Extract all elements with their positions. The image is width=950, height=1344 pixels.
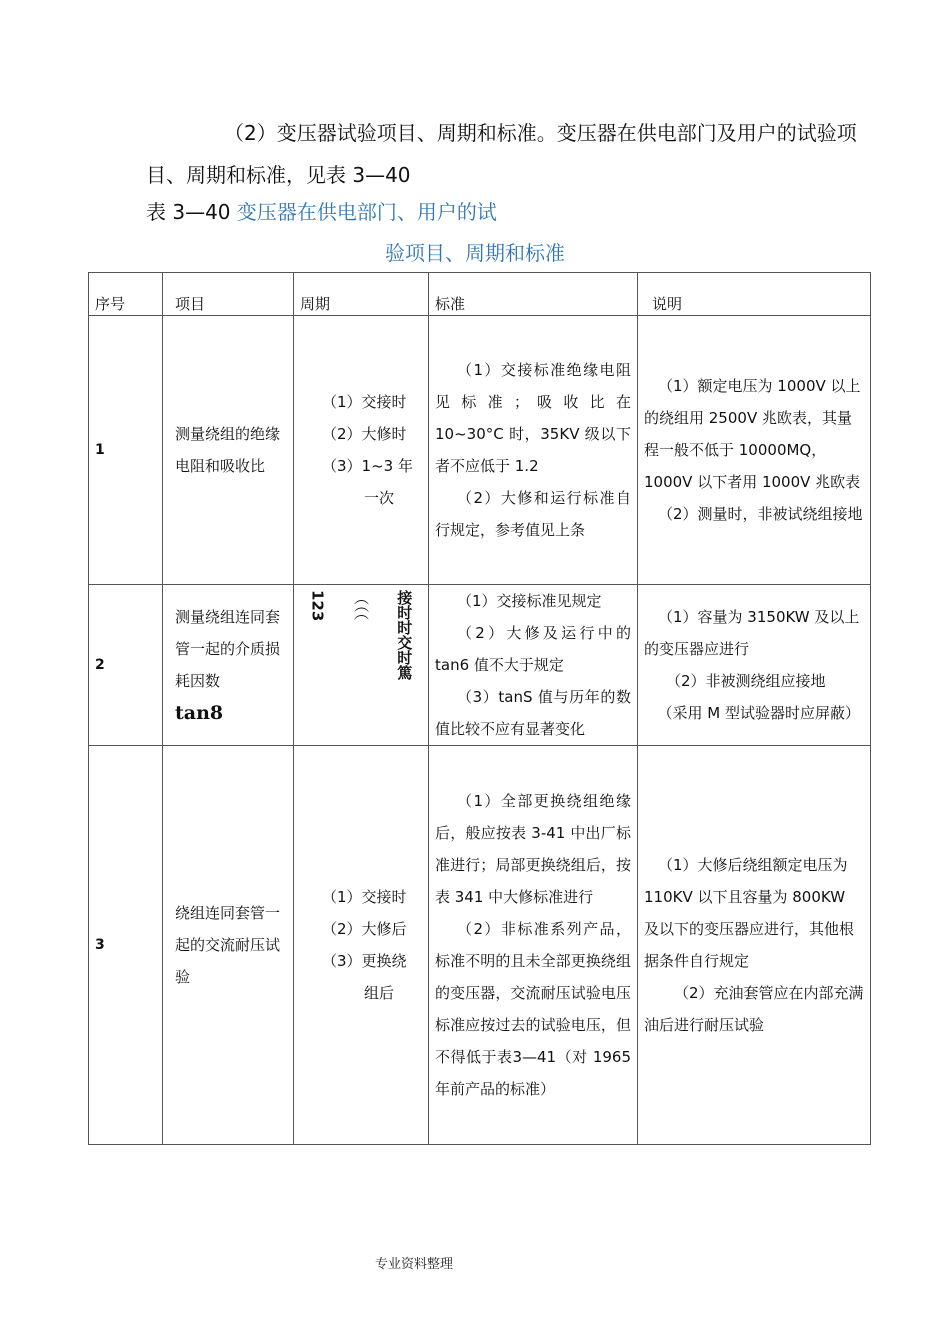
header-period: 周期 [294, 273, 429, 316]
table-row [89, 746, 871, 1145]
note-paragraph: （2）非被测绕组应接地 [666, 672, 826, 690]
period-line: 组后 [364, 984, 395, 1002]
header-note: 说明 [638, 273, 871, 316]
table-row [89, 316, 871, 585]
row-item: 测量绕组的绝缘电阻和吸收比 [163, 316, 294, 585]
standards-table [88, 272, 871, 1145]
row-period [294, 585, 429, 746]
row-note [638, 316, 871, 585]
row-standard [429, 746, 638, 1145]
period-vertical-brackets: （（（ [351, 590, 370, 620]
table-header-row [89, 273, 871, 316]
standard-paragraph: （1）交接标准见规定 [457, 592, 602, 610]
period-line: （1）交接时 [322, 393, 407, 411]
header-item: 项目 [163, 273, 294, 316]
row-item: 绕组连同套管一起的交流耐压试验 [163, 746, 294, 1145]
standard-paragraph: （2）大修及运行中的 tan6 值不大于规定 [435, 624, 631, 674]
row-note [638, 585, 871, 746]
period-line: （2）大修后 [322, 920, 407, 938]
page-footer: 专业资料整理 [375, 1257, 454, 1272]
period-line: （3）1~3 年 [322, 457, 413, 475]
note-paragraph: （1）额定电压为 1000V 以上的绕组用 2500V 兆欧表，其量程一般不低于 10000MQ，1000V 以下者用 1000V 兆欧表 [644, 377, 861, 491]
standard-paragraph: （1）全部更换绕组绝缘后，般应按表 3-41 中出厂标准进行；局部更换绕组后，按表 341 中大修标准进行 [435, 792, 631, 906]
item-text: 测量绕组连同套管一起的介质损耗因数 [175, 608, 281, 690]
period-line: （2）大修时 [322, 425, 407, 443]
standard-paragraph: （2）非标准系列产品，标准不明的且未全部更换绕组的变压器，交流耐压试验电压标准应按过去的试验电压，但不得低于表3—41（对 1965 年前产品的标准） [435, 920, 631, 1098]
standard-paragraph: （1）交接标准绝缘电阻见 标 准 ； 吸 收 比 在10~30°C 时，35KV 级以下者不应低于 1.2 [435, 361, 631, 475]
note-paragraph: （采用 M 型试验器时应屏蔽） [657, 704, 860, 722]
row-number: 3 [89, 746, 163, 1145]
item-symbol: tan8 [175, 702, 224, 724]
row-period [294, 746, 429, 1145]
header-standard: 标准 [429, 273, 638, 316]
note-paragraph: （1）容量为 3150KW 及以上的变压器应进行 [644, 608, 860, 658]
row-standard [429, 585, 638, 746]
period-vertical-text: 接时时交时篤 [395, 590, 414, 680]
table-row [89, 585, 871, 746]
table-caption [146, 195, 497, 229]
note-paragraph: （2）测量时，非被试绕组接地 [658, 505, 863, 523]
note-paragraph: （2）充油套管应在内部充满油后进行耐压试验 [644, 984, 864, 1034]
standard-paragraph: （3）tanS 值与历年的数值比较不应有显著变化 [435, 688, 631, 738]
row-standard [429, 316, 638, 585]
caption-prefix: 表 3—40 [146, 200, 237, 224]
header-seq: 序号 [89, 273, 163, 316]
row-number: 1 [89, 316, 163, 585]
row-note [638, 746, 871, 1145]
intro-paragraph: （2）变压器试验项目、周期和标准。变压器在供电部门及用户的试验项目、周期和标准，见表 3—40 [146, 121, 857, 187]
caption-title-part2: 验项目、周期和标准 [385, 241, 565, 265]
period-vertical-numbers: 123 [308, 590, 327, 622]
period-line: （1）交接时 [322, 888, 407, 906]
standard-paragraph: （2）大修和运行标准自行规定，参考值见上条 [435, 489, 631, 539]
period-line: 一次 [364, 489, 395, 507]
note-paragraph: （1）大修后绕组额定电压为 110KV 以下且容量为 800KW 及以下的变压器应进行，其他根据条件自行规定 [644, 856, 855, 970]
period-line: （3）更换绕 [322, 952, 407, 970]
caption-title-part1: 变压器在供电部门、用户的试 [236, 200, 497, 224]
row-period [294, 316, 429, 585]
row-item [163, 585, 294, 746]
row-number: 2 [89, 585, 163, 746]
